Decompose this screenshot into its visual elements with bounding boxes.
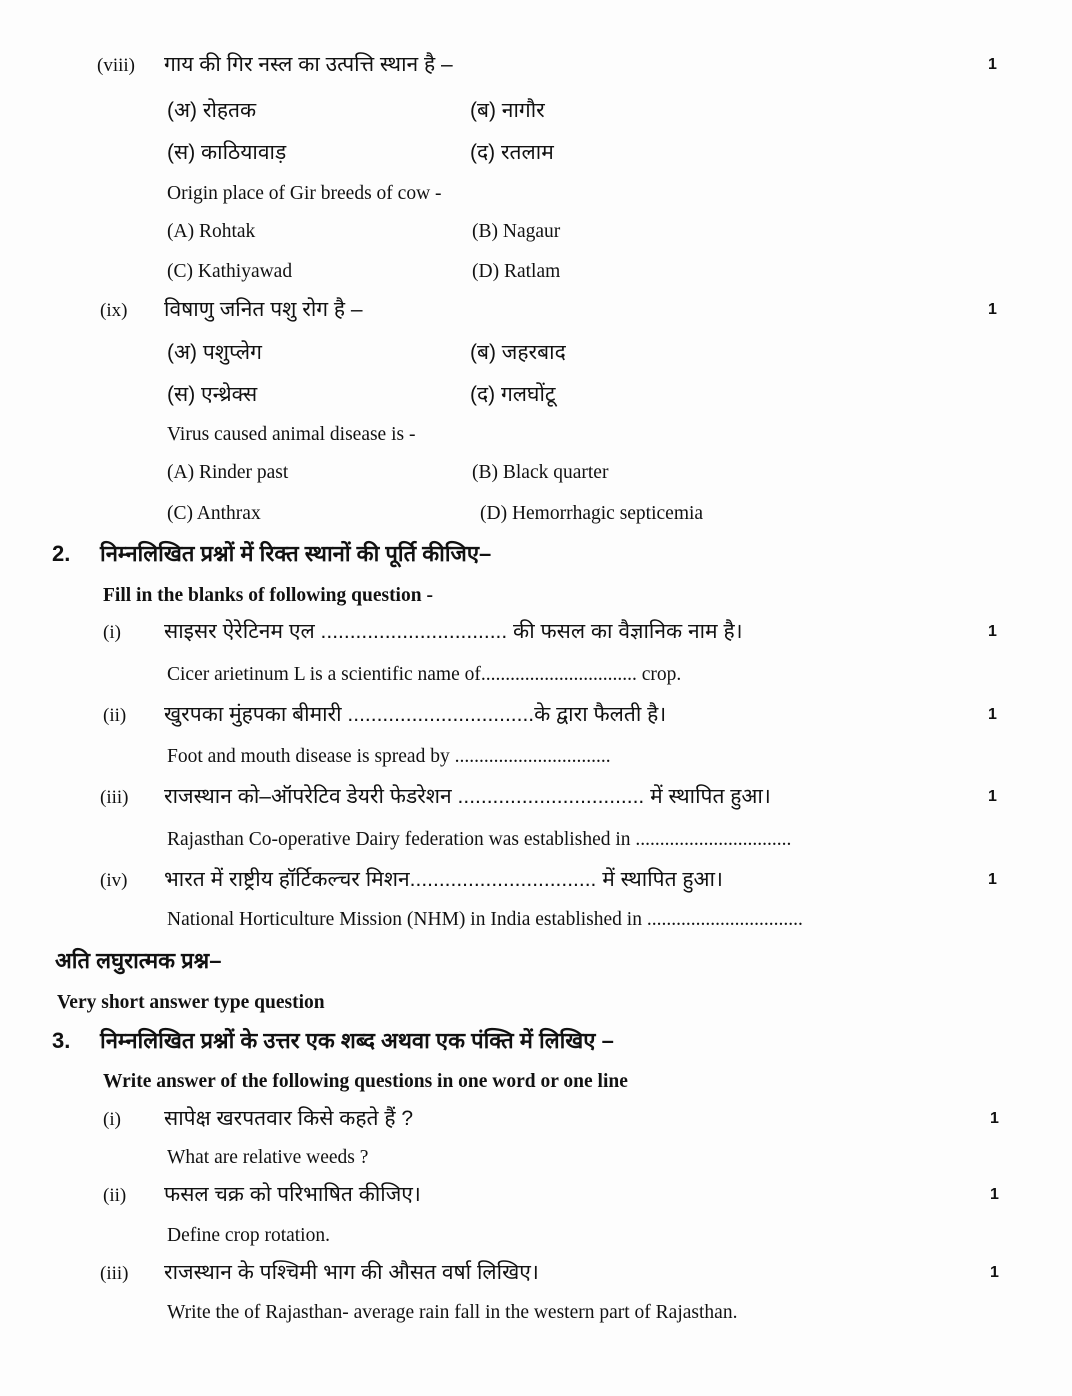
option-d-english: (D) Hemorrhagic septicemia [480, 503, 704, 524]
question-number: (ix) [100, 300, 128, 321]
option-a-hindi: (अ) पशुप्लेग [167, 341, 262, 364]
marks-value: 1 [988, 301, 997, 318]
fill-blank-english: Cicer arietinum L is a scientific name of................................ crop. [167, 664, 682, 685]
fill-blank-hindi: भारत में राष्ट्रीय हॉर्टिकल्चर मिशन................................ में स्थापित हुआ। [164, 868, 723, 891]
short-question-hindi: सापेक्ष खरपतवार किसे कहते हैं ? [164, 1107, 414, 1130]
option-d-english: (D) Ratlam [472, 261, 561, 282]
subsection-heading-hindi: अति लघुरात्मक प्रश्न– [55, 948, 222, 973]
item-number: (iv) [100, 870, 128, 891]
section-number: 3. [52, 1028, 71, 1053]
section-heading-english: Fill in the blanks of following question - [103, 585, 433, 606]
option-d-hindi: (द) रतलाम [470, 141, 554, 164]
marks-value: 1 [988, 871, 997, 888]
short-question-english: Define crop rotation. [167, 1225, 330, 1246]
question-text-hindi: विषाणु जनित पशु रोग है – [164, 298, 363, 321]
fill-blank-english: Rajasthan Co-operative Dairy federation was established in ................................ [167, 829, 792, 850]
section-heading-english: Write answer of the following questions in one word or one line [103, 1071, 628, 1092]
short-question-hindi: फसल चक्र को परिभाषित कीजिए। [164, 1183, 421, 1206]
option-b-english: (B) Nagaur [472, 221, 561, 242]
option-c-hindi: (स) एन्थ्रेक्स [167, 383, 258, 406]
item-number: (iii) [100, 787, 129, 808]
option-b-english: (B) Black quarter [472, 462, 609, 483]
question-text-hindi: गाय की गिर नस्ल का उत्पत्ति स्थान है – [164, 53, 453, 76]
short-question-english: Write the of Rajasthan- average rain fall in the western part of Rajasthan. [167, 1302, 738, 1323]
item-number: (i) [103, 1109, 121, 1130]
item-number: (i) [103, 622, 121, 643]
option-a-hindi: (अ) रोहतक [167, 99, 257, 122]
question-text-english: Origin place of Gir breeds of cow - [167, 183, 442, 204]
option-b-hindi: (ब) जहरबाद [470, 341, 566, 364]
item-number: (iii) [100, 1263, 129, 1284]
fill-blank-hindi: साइसर ऐरेटिनम एल ................................ की फसल का वैज्ञानिक नाम है। [164, 620, 743, 643]
fill-blank-english: Foot and mouth disease is spread by ................................ [167, 746, 611, 767]
item-number: (ii) [103, 705, 127, 726]
option-b-hindi: (ब) नागौर [470, 99, 545, 122]
section-number: 2. [52, 541, 71, 566]
subsection-heading-english: Very short answer type question [57, 992, 325, 1013]
option-c-hindi: (स) काठियावाड़ [167, 141, 287, 164]
option-a-english: (A) Rohtak [167, 221, 256, 242]
short-question-english: What are relative weeds ? [167, 1147, 369, 1168]
marks-value: 1 [990, 1110, 999, 1127]
marks-value: 1 [990, 1264, 999, 1281]
marks-value: 1 [988, 56, 997, 73]
marks-value: 1 [988, 706, 997, 723]
item-number: (ii) [103, 1185, 127, 1206]
option-d-hindi: (द) गलघोंटू [470, 383, 556, 406]
option-c-english: (C) Kathiyawad [167, 261, 293, 282]
section-heading-hindi: निम्नलिखित प्रश्नों के उत्तर एक शब्द अथवा एक पंक्ति में लिखिए – [100, 1028, 614, 1053]
fill-blank-english: National Horticulture Mission (NHM) in India established in ................................ [167, 909, 803, 930]
section-heading-hindi: निम्नलिखित प्रश्नों में रिक्त स्थानों की पूर्ति कीजिए– [100, 541, 492, 566]
marks-value: 1 [990, 1186, 999, 1203]
marks-value: 1 [988, 623, 997, 640]
option-c-english: (C) Anthrax [167, 503, 261, 524]
question-number: (viii) [97, 55, 135, 76]
short-question-hindi: राजस्थान के पश्चिमी भाग की औसत वर्षा लिखिए। [164, 1261, 539, 1284]
marks-value: 1 [988, 788, 997, 805]
option-a-english: (A) Rinder past [167, 462, 289, 483]
question-text-english: Virus caused animal disease is - [167, 424, 416, 445]
fill-blank-hindi: राजस्थान को–ऑपरेटिव डेयरी फेडरेशन ................................ में स्थापित हुआ। [164, 785, 771, 808]
fill-blank-hindi: खुरपका मुंहपका बीमारी ................................के द्वारा फैलती है। [164, 703, 667, 726]
